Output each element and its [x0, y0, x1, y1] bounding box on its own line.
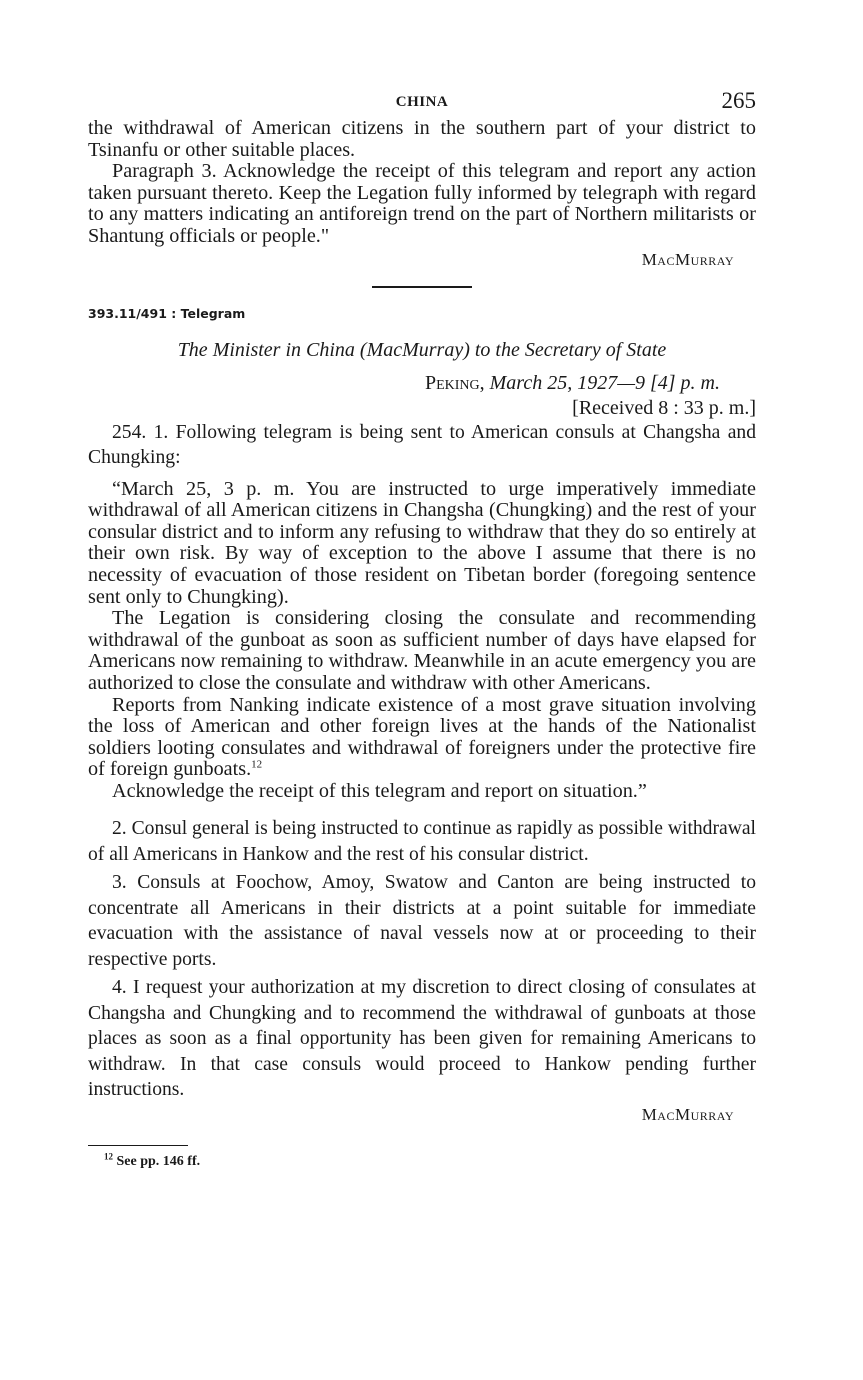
running-head: CHINA [395, 94, 449, 110]
paragraph-3: Paragraph 3. Acknowledge the receipt of this telegram and report any action taken pursuant thereto. Keep the Legation fully informed by telegraph with regard to any matters indicating an antiforeign trend on the part of Northern militarists or Shantung officials or people." [88, 160, 756, 247]
numbered-paragraph: 3. Consuls at Foochow, Amoy, Swatow and Canton are being instructed to concentrate all Americans in their districts at a point suitable for immediate evacuation with the assistance of naval vessels now at or proceeding to their respective ports. [88, 872, 756, 970]
quote-text: Reports from Nanking indicate existence of a most grave situation involving the loss of American and other foreign lives at the hands of the Nationalist soldiers looting consulates and withdrawal of foreigners under the protective fire of foreign gunboats. [88, 693, 756, 781]
page-header [88, 88, 756, 118]
footnote [88, 1151, 756, 1170]
file-reference: 393.11/491 : Telegram [88, 305, 246, 321]
section-divider [372, 286, 472, 288]
quote-paragraph [88, 695, 756, 781]
numbered-paragraph: 2. Consul general is being instructed to continue as rapidly as possible withdrawal of all Americans in Hankow and the rest of his consular district. [88, 818, 756, 865]
telegram-intro: 254. 1. Following telegram is being sent to American consuls at Changsha and Chungking: [88, 421, 756, 469]
footnote-number: 12 [104, 1151, 113, 1162]
signature: MacMurray [641, 249, 734, 269]
quoted-telegram [88, 479, 756, 803]
dateline-place: Peking, [424, 371, 485, 394]
quote-paragraph: The Legation is considering closing the consulate and recommending withdrawal of the gunboat as soon as sufficient number of days have elapsed for Americans now remaining to withdraw. Meanwhile in an acute emergency you are authorized to close the consulate and withdraw with other Americans. [88, 607, 756, 694]
page [88, 88, 756, 1170]
numbered-paragraph: 4. I request your authorization at my discretion to direct closing of consulates at Changsha and Chungking and to recommend the withdrawal of gunboats at those places as soon as a final opportunity has been given for remaining Americans to withdraw. In that case consuls would proceed to Hankow pending further instructions. [88, 977, 756, 1101]
footnote-rule [88, 1145, 188, 1146]
dateline [88, 372, 756, 395]
footnote-text: See pp. 146 ff. [116, 1153, 201, 1169]
quote-paragraph: “March 25, 3 p. m. You are instructed to urge imperatively immediate withdrawal of all American citizens in Changsha (Chungking) and the rest of your consular district and to inform any refusing to withdraw that they do so entirely at their own risk. By way of exception to the above I assume that there is no necessity of evacuation of those resident on Tibetan border (foregoing sentence sent only to Chungking). [88, 477, 756, 608]
document-title: The Minister in China (MacMurray) to the Secretary of State [177, 338, 667, 361]
signature: MacMurray [641, 1104, 734, 1124]
page-number: 265 [721, 88, 756, 113]
quote-paragraph: Acknowledge the receipt of this telegram and report on situation.” [112, 779, 647, 802]
continued-paragraph: the withdrawal of American citizens in the southern part of your district to Tsinanfu or other suitable places. [88, 117, 756, 161]
footnote-marker: 12 [251, 758, 263, 771]
dateline-date: March 25, 1927—9 [4] p. m. [489, 371, 720, 394]
received-note: [Received 8 : 33 p. m.] [572, 396, 756, 419]
